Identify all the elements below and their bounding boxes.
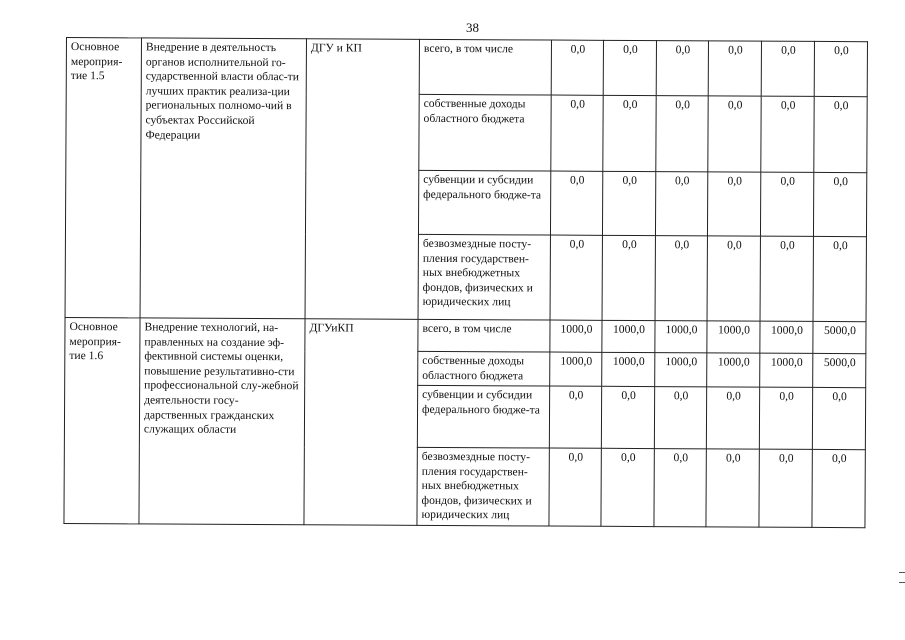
activity-code-cell: Основное мероприя-тие 1.5 [65, 38, 141, 318]
funding-source-cell: всего, в том числе [418, 319, 550, 352]
activity-name-cell: Внедрение в деятельность органов исполнительной го-сударственной власти облас-ти лучших практик реализа-ции региональных полномо-чий в субъектах Российской Федерации [140, 38, 306, 319]
amount-cell: 1000,0 [707, 321, 760, 353]
amount-cell: 0,0 [550, 171, 602, 235]
amount-cell: 0,0 [814, 41, 867, 96]
table-row [66, 38, 867, 97]
executor-cell: ДГУ и КП [305, 39, 419, 320]
funding-source-cell: собственные доходы областного бюджета [419, 94, 551, 171]
margin-mark [899, 582, 905, 583]
amount-cell: 0,0 [812, 449, 865, 527]
amount-cell: 0,0 [654, 387, 706, 449]
amount-cell: 0,0 [603, 95, 656, 171]
amount-cell: 0,0 [601, 448, 654, 526]
funding-source-cell: субвенции и субсидии федерального бюдже-та [417, 385, 549, 448]
page-number: 38 [466, 20, 479, 35]
amount-cell: 0,0 [813, 172, 866, 236]
funding-source-cell: всего, в том числе [419, 39, 551, 95]
amount-cell: 0,0 [707, 236, 760, 321]
amount-cell: 0,0 [760, 236, 813, 321]
amount-cell: 0,0 [708, 96, 761, 172]
amount-cell: 1000,0 [760, 353, 813, 387]
activity-code-cell: Основное мероприя-тие 1.6 [64, 317, 140, 523]
amount-cell: 0,0 [656, 41, 708, 96]
margin-mark [899, 572, 905, 573]
amount-cell: 0,0 [706, 449, 759, 527]
amount-cell: 0,0 [814, 96, 867, 172]
amount-cell: 1000,0 [760, 321, 813, 353]
amount-cell: 1000,0 [655, 321, 707, 353]
executor-cell: ДГУиКП [304, 319, 418, 526]
activity-name-cell: Внедрение технологий, на-правленных на создание эф-фективной системы оценки, повышение результативно-сти профессиональной слу-жебной деятельности госу-дарственных гражданских служащих области [139, 318, 305, 525]
budget-table [63, 37, 868, 528]
table-row [65, 317, 866, 353]
amount-cell: 0,0 [654, 449, 706, 527]
amount-cell: 0,0 [603, 40, 656, 95]
amount-cell: 0,0 [761, 41, 814, 96]
amount-cell: 0,0 [655, 172, 707, 236]
amount-cell: 1000,0 [602, 352, 655, 386]
funding-source-cell: безвозмездные посту-пления государствен-ных внебюджетных фондов, физических и юридических лиц [418, 234, 550, 320]
amount-cell: 0,0 [761, 96, 814, 172]
amount-cell: 0,0 [550, 235, 602, 320]
funding-source-cell: собственные доходы областного бюджета [418, 351, 550, 386]
amount-cell: 0,0 [602, 171, 655, 235]
amount-cell: 0,0 [813, 236, 866, 321]
amount-cell: 5000,0 [813, 353, 866, 387]
amount-cell: 0,0 [549, 448, 601, 526]
amount-cell: 0,0 [551, 40, 603, 95]
funding-source-cell: безвозмездные посту-пления государствен-ных внебюджетных фондов, физических и юридических лиц [417, 447, 549, 526]
amount-cell: 0,0 [759, 387, 812, 449]
amount-cell: 1000,0 [655, 353, 707, 387]
amount-cell: 0,0 [708, 41, 761, 96]
amount-cell: 1000,0 [550, 320, 602, 352]
amount-cell: 1000,0 [602, 320, 655, 352]
funding-source-cell: субвенции и субсидии федерального бюдже-та [418, 170, 550, 235]
amount-cell: 0,0 [549, 386, 601, 448]
amount-cell: 0,0 [706, 387, 759, 449]
amount-cell: 0,0 [707, 172, 760, 236]
amount-cell: 0,0 [551, 95, 603, 171]
amount-cell: 0,0 [655, 236, 707, 321]
amount-cell: 0,0 [759, 449, 812, 527]
amount-cell: 1000,0 [550, 352, 602, 386]
amount-cell: 0,0 [601, 386, 654, 448]
amount-cell: 0,0 [656, 96, 708, 172]
amount-cell: 0,0 [812, 387, 865, 449]
amount-cell: 5000,0 [813, 321, 866, 353]
amount-cell: 1000,0 [707, 353, 760, 387]
amount-cell: 0,0 [760, 172, 813, 236]
amount-cell: 0,0 [602, 235, 655, 320]
